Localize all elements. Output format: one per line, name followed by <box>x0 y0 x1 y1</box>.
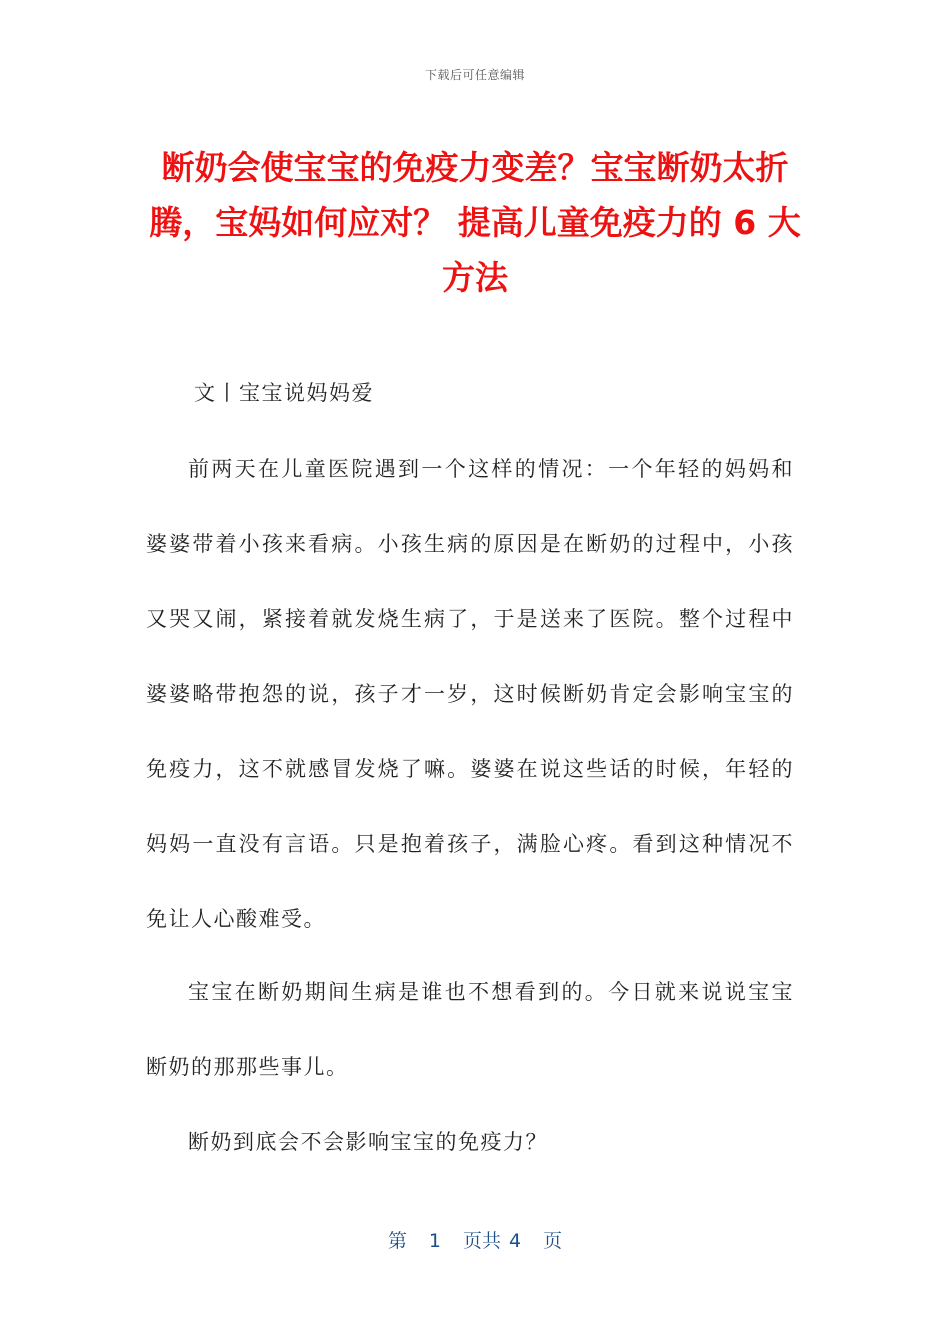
page-footer <box>0 1226 950 1253</box>
footer-suffix: 页 <box>543 1230 563 1252</box>
footer-current-page: 1 <box>428 1230 441 1252</box>
footer-total-pages: 4 <box>509 1230 522 1252</box>
paragraph-topic: 宝宝在断奶期间生病是谁也不想看到的。今日就来说说宝宝断奶的那那些事儿。 <box>146 980 794 1079</box>
paragraph-intro: 前两天在儿童医院遇到一个这样的情况：一个年轻的妈妈和婆婆带着小孩来看病。小孩生病的原因是在断奶的过程中，小孩又哭又闹，紧接着就发烧生病了，于是送来了医院。整个过程中婆婆略带抱怨的说，孩子才一岁，这时候断奶肯定会影响宝宝的免疫力，这不就感冒发烧了嘛。婆婆在说这些话的时候，年轻的妈妈一直没有言语。只是抱着孩子，满脸心疼。看到这种情况不免让人心酸难受。 <box>146 457 794 931</box>
footer-middle: 页共 <box>462 1230 501 1252</box>
byline: 文丨宝宝说妈妈爱 <box>194 381 374 405</box>
section-question: 断奶到底会不会影响宝宝的免疫力？ <box>188 1130 548 1154</box>
article-title: 断奶会使宝宝的免疫力变差？宝宝断奶太折腾，宝妈如何应对？ 提高儿童免疫力的 6 大方法 <box>149 148 801 297</box>
header-note: 下载后可任意编辑 <box>424 68 525 82</box>
footer-prefix: 第 <box>387 1230 407 1252</box>
